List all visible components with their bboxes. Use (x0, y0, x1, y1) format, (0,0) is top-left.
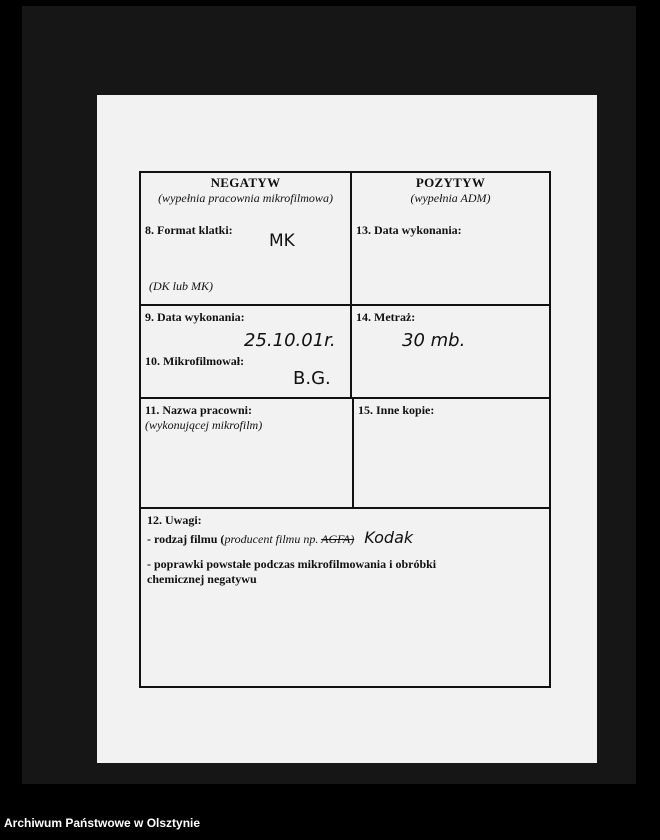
rodzaj-filmu-example: producent filmu np. (224, 532, 322, 546)
mikrofilmowal-label: 10. Mikrofilmował: (145, 354, 245, 368)
archive-caption: Archiwum Państwowe w Olsztynie (4, 816, 201, 830)
rodzaj-filmu-struck: AGFA) (321, 532, 355, 546)
negatyw-title: NEGATYW (210, 175, 281, 190)
inne-kopie-section (354, 399, 549, 507)
nazwa-pracowni-section (141, 399, 352, 507)
format-klatki-note: (DK lub MK) (149, 279, 213, 293)
format-klatki-label: 8. Format klatki: (145, 223, 233, 237)
data-wykonania-pozytyw-label: 13. Data wykonania: (356, 223, 462, 237)
data-wykonania-label: 9. Data wykonania: (145, 310, 245, 324)
rodzaj-filmu-hand: Kodak (364, 528, 414, 547)
microfilm-form (139, 171, 551, 688)
uwagi-label: 12. Uwagi: (147, 513, 202, 527)
metraz-label: 14. Metraż: (356, 310, 416, 324)
nazwa-pracowni-note: (wykonującej mikrofilm) (145, 418, 263, 432)
uwagi-section (141, 509, 549, 686)
metraz-value: 30 mb. (402, 330, 466, 351)
inne-kopie-label: 15. Inne kopie: (358, 403, 435, 417)
pozytyw-title: POZYTYW (415, 175, 486, 190)
data-wykonania-value: 25.10.01r. (244, 330, 336, 351)
rodzaj-filmu-prefix: - rodzaj filmu ( (147, 532, 225, 546)
format-klatki-value: MK (269, 231, 295, 251)
poprawki-line-cont: chemicznej negatywu (147, 572, 257, 586)
pozytyw-section (352, 175, 549, 303)
pozytyw-subtitle: (wypełnia ADM) (410, 191, 491, 205)
negatyw-section (141, 175, 350, 303)
nazwa-pracowni-label: 11. Nazwa pracowni: (145, 403, 252, 417)
negatyw-subtitle: (wypełnia pracownia mikrofilmowa) (158, 191, 333, 205)
metraz-section (352, 306, 549, 396)
rodzaj-filmu-line (147, 528, 413, 547)
negatyw-details-section (141, 306, 350, 396)
mikrofilmowal-value: B.G. (293, 368, 331, 389)
poprawki-line: - poprawki powstałe podczas mikrofilmowania i obróbki (147, 557, 437, 571)
